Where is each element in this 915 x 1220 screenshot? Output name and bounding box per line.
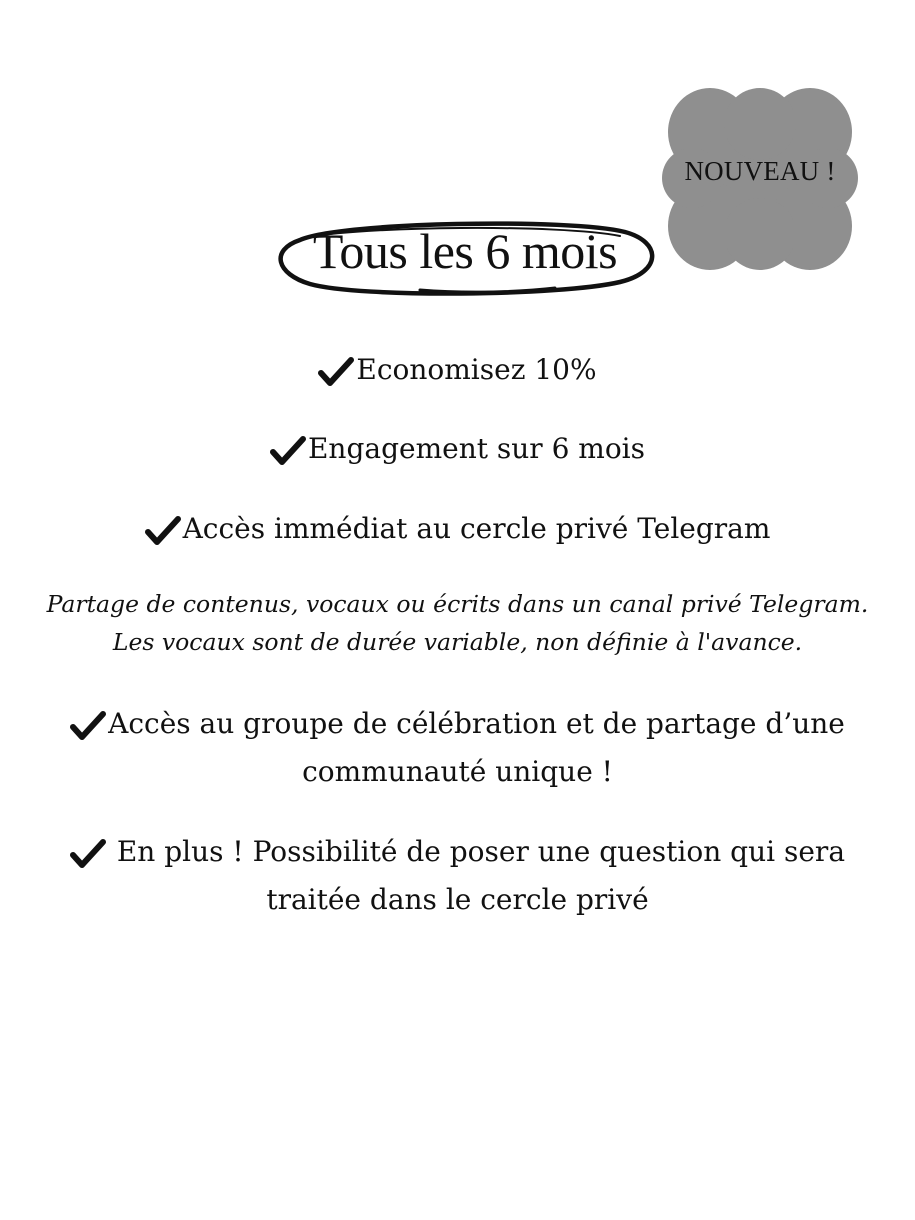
check-mark-icon (70, 708, 106, 738)
plan-title (270, 210, 660, 302)
feature-item-telegram-access (0, 505, 915, 553)
new-badge-label: NOUVEAU ! (684, 156, 836, 186)
feature-text: Accès immédiat au cercle privé Telegram (182, 512, 771, 545)
description-line: Les vocaux sont de durée variable, non définie à l'avance. (112, 628, 803, 656)
feature-item-savings (0, 346, 915, 394)
feature-text: communauté unique ! (302, 755, 613, 788)
feature-text: traitée dans le cercle privé (266, 883, 649, 916)
check-mark-icon (70, 836, 106, 866)
feature-text: Economisez 10% (356, 353, 597, 386)
plan-title-text: Tous les 6 mois (312, 223, 618, 279)
feature-description (0, 585, 915, 661)
check-mark-icon (270, 433, 306, 463)
feature-item-community (0, 700, 915, 796)
check-mark-icon (318, 354, 354, 384)
feature-text: Accès au groupe de célébration et de partage d’une (108, 707, 845, 740)
check-mark-icon (145, 513, 181, 543)
new-badge (662, 84, 858, 272)
feature-text: Engagement sur 6 mois (307, 432, 646, 465)
feature-text: En plus ! Possibilité de poser une question qui sera (107, 835, 846, 868)
description-line: Partage de contenus, vocaux ou écrits dans un canal privé Telegram. (46, 590, 869, 618)
feature-item-commitment (0, 425, 915, 473)
feature-item-question (0, 828, 915, 924)
